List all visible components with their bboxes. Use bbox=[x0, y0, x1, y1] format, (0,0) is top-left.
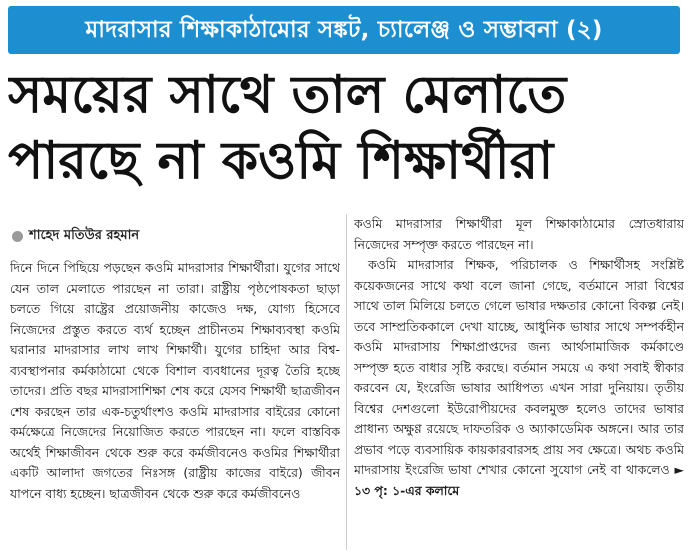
byline bbox=[12, 226, 352, 246]
headline-line-2: পারছে না কওমি শিক্ষার্থীরা bbox=[8, 131, 554, 191]
section-banner bbox=[8, 6, 680, 54]
article-column-left bbox=[10, 258, 340, 551]
body-paragraph: দিনে দিনে পিছিয়ে পড়ছেন কওমি মাদরাসার শিক্ষার্থীরা। যুগের সাথে যেন তাল মেলাতে পারছেন না তারা। রাষ্ট্রীয় পৃষ্ঠপোষকতা ছাড়া চলতে গিয়ে রাষ্ট্রের প্রয়োজনীয় কাজেও দক্ষ, যোগ্য হিসেবে নিজেদের প্রস্তুত করতে ব্যর্থ হচ্ছেন প্রাচীনতম শিক্ষাব্যবস্থা কওমি ঘরানার মাদরাসার লাখ লাখ শিক্ষার্থী। যুগের চাহিদা আর বিশ্ব-ব্যবস্থাপনার কর্মকাঠামো থেকে বিশাল ব্যবধানের দূরত্ব তৈরি হচ্ছে তাদের। প্রতি বছর মাদরাসাশিক্ষা শেষ করে যেসব শিক্ষার্থী ছাত্রজীবন শেষ করছেন তার এক-চতুর্থাংশও কওমি মাদরাসার বাইরের কোনো কর্মক্ষেত্রে নিজেদের নিয়োজিত করতে পারছেন না। ফলে বাস্তবিক অর্থেই শিক্ষাজীবন থেকে শুরু করে কর্মজীবনেও কওমির শিক্ষার্থীরা একটি আলাদা জগতের নিঃসঙ্গ (রাষ্ট্রীয় কাজের বাইরে) জীবন যাপনে বাধ্য হচ্ছেন। ছাত্রজীবন থেকে শুরু করে কর্মজীবনেও bbox=[10, 260, 340, 501]
headline-line-1: সময়ের সাথে তাল মেলাতে bbox=[8, 65, 567, 125]
article-column-right bbox=[354, 214, 684, 551]
continuation-jump-text: ১৩ পৃ: ১-এর কলামে bbox=[354, 482, 460, 498]
author-name: শাহেদ মতিউর রহমান bbox=[29, 227, 140, 243]
section-banner-text: মাদরাসার শিক্ষাকাঠামোর সঙ্কট, চ্যালেঞ্জ ও সম্ভাবনা (২) bbox=[85, 16, 603, 43]
column-divider bbox=[346, 214, 347, 550]
body-paragraph-text: কওমি মাদরাসার শিক্ষক, পরিচালক ও শিক্ষার্থীসহ সংশ্লিষ্ট কয়েকজনের সাথে কথা বলে জানা গেছে, বর্তমানে সারা বিশ্বের সাথে তাল মিলিয়ে চলতে গেলে ভাষার দক্ষতার কোনো বিকল্প নেই। তবে সাম্প্রতিককালে দেখা যাচ্ছে, আধুনিক ভাষার সাথে সম্পর্কহীন কওমি মাদরাসায় শিক্ষাপ্রাপ্তদের জন্য আর্থসামাজিক কর্মকাণ্ডে সম্পৃক্ত হতে বাধার সৃষ্টি করছে। বর্তমান সময়ে এ কথা সবাই স্বীকার করবেন যে, ইংরেজি ভাষার আধিপত্য এখন সারা দুনিয়ায়। তৃতীয় বিশ্বের দেশগুলো ইউরোপীয়দের কবলমুক্ত হলেও তাদের ভাষার প্রাধান্য অক্ষুণ্ণ রয়েছে দাফতরিক ও অ্যাকাডেমিক অঙ্গনে। আর তার প্রভাব পড়ে ব্যবসায়িক কায়কারবারসহ প্রায় সব ক্ষেত্রে। অথচ কওমি মাদরাসায় ইংরেজি ভাষা শেখার কোনো সুযোগ নেই বা থাকলেও bbox=[354, 257, 684, 477]
continuation-jump: ► ১৩ পৃ: ১-এর কলামে bbox=[354, 462, 684, 498]
body-paragraph: কওমি মাদরাসার শিক্ষার্থীরা মূল শিক্ষাকাঠামোর স্রোতধারায় নিজেদের সম্পৃক্ত করতে পারছেন না। bbox=[354, 216, 684, 252]
body-paragraph bbox=[354, 255, 684, 501]
bullet-icon bbox=[12, 231, 23, 242]
article-headline bbox=[8, 62, 682, 194]
